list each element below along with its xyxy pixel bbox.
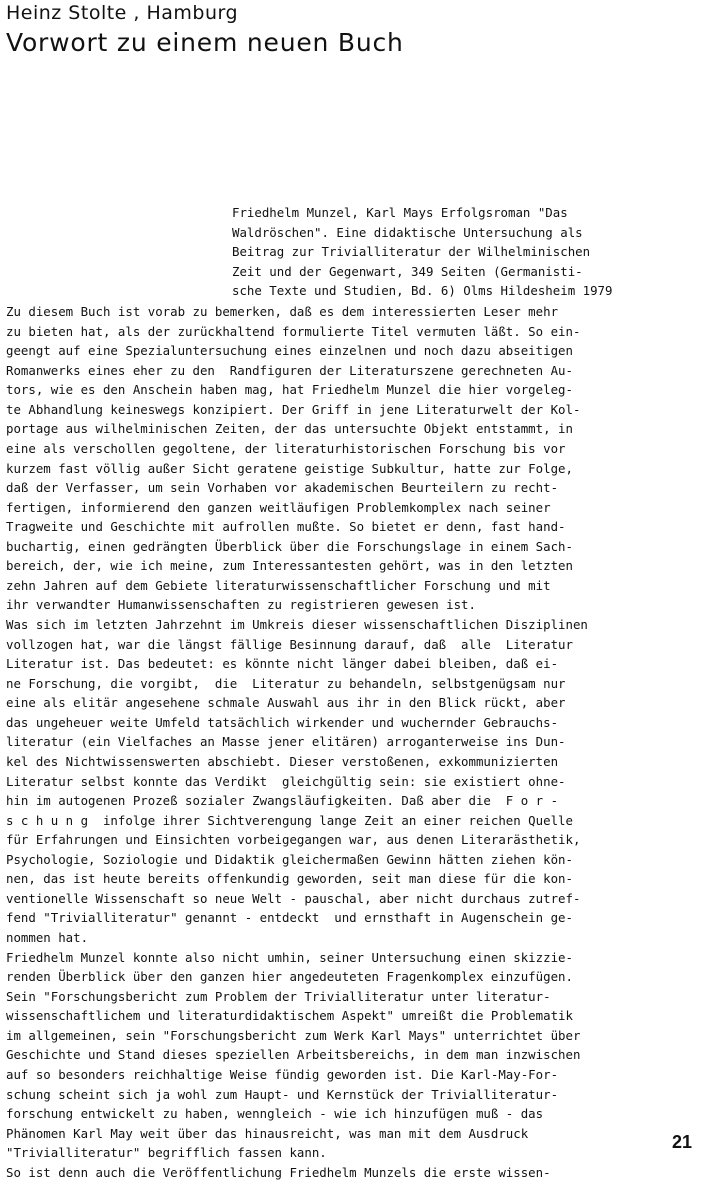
body-line: Zu diesem Buch ist vorab zu bemerken, daß es dem interessierten Leser mehr: [6, 304, 559, 319]
body-line: für Erfahrungen und Einsichten vorbeigegangen war, aus denen Literarästhetik,: [6, 832, 581, 848]
author-line: Heinz Stolte , Hamburg: [6, 2, 239, 24]
citation-line: sche Texte und Studien, Bd. 6) Olms Hildesheim 1979: [232, 283, 613, 299]
body-line: ventionelle Wissenschaft so neue Welt - pauschal, aber nicht durchaus zutref-: [6, 890, 581, 906]
body-line: Was sich im letzten Jahrzehnt im Umkreis dieser wissenschaftlichen Disziplinen: [6, 617, 588, 632]
body-line: Romanwerks eines eher zu den Randfiguren der Literaturszene gerechneten Au-: [6, 362, 573, 378]
body-line: ne Forschung, die vorgibt, die Literatur zu behandeln, selbstgenügsam nur: [6, 675, 566, 691]
body-line: bereich, der, wie ich meine, zum Interessantesten gehört, was in den letzten: [6, 558, 573, 574]
body-line: Phänomen Karl May weit über das hinausreicht, was man mit dem Ausdruck: [6, 1125, 529, 1141]
body-line: fertigen, informierend den ganzen weitläufigen Problemkomplex nach seiner: [6, 499, 551, 515]
body-line: Friedhelm Munzel konnte also nicht umhin, seiner Untersuchung einen skizzie-: [6, 949, 573, 965]
body-line: nommen hat.: [6, 930, 89, 945]
body-line: tors, wie es den Anschein haben mag, hat Friedhelm Munzel die hier vorgeleg-: [6, 382, 573, 398]
citation-line: Friedhelm Munzel, Karl Mays Erfolgsroman "Das: [232, 205, 568, 220]
body-line: Psychologie, Soziologie und Didaktik gleichermaßen Gewinn hätten ziehen kön-: [6, 851, 573, 867]
body-line: "Trivialliteratur" begrifflich fassen kann.: [6, 1145, 327, 1161]
body-line: eine als elitär angesehene schmale Auswahl aus ihr in den Blick rückt, aber: [6, 695, 566, 711]
body-line: zehn Jahren auf dem Gebiete literaturwissenschaftlicher Forschung und mit: [6, 577, 551, 593]
body-line: zu bieten hat, als der zurückhaltend formulierte Titel vermuten läßt. So ein-: [6, 323, 581, 339]
body-line: te Abhandlung keineswegs konzipiert. Der Griff in jene Literaturwelt der Kol-: [6, 401, 581, 417]
body-line: vollzogen hat, war die längst fällige Besinnung darauf, daß alle Literatur: [6, 636, 573, 652]
body-line: daß der Verfasser, um sein Vorhaben vor akademischen Beurteilern zu recht-: [6, 480, 559, 496]
body-line: im allgemeinen, sein "Forschungsbericht zum Werk Karl Mays" unterrichtet über: [6, 1027, 581, 1043]
citation-line: Waldröschen". Eine didaktische Untersuchung als: [232, 224, 583, 240]
body-line: portage aus wilhelminischen Zeiten, der das untersuchte Objekt entstammt, in: [6, 421, 573, 437]
body-line: So ist denn auch die Veröffentlichung Friedhelm Munzels die erste wissen-: [6, 1164, 551, 1180]
body-line: s c h u n g infolge ihrer Sichtverengung lange Zeit an einer reichen Quelle: [6, 812, 573, 828]
body-line: fend "Trivialliteratur" genannt - entdeckt und ernsthaft in Augenschein ge-: [6, 910, 573, 926]
body-line: Sein "Forschungsbericht zum Problem der Trivialliteratur unter literatur-: [6, 988, 551, 1004]
body-line: renden Überblick über den ganzen hier angedeuteten Fragenkomplex einzufügen.: [6, 969, 573, 985]
body-line: auf so besonders reichhaltige Weise fündig geworden ist. Die Karl-May-For-: [6, 1066, 559, 1082]
body-line: wissenschaftlichem und literaturdidaktischem Aspekt" umreißt die Problematik: [6, 1008, 573, 1024]
body-line: Geschichte und Stand dieses speziellen Arbeitsbereichs, in dem man inzwischen: [6, 1047, 581, 1063]
page-number: 21: [672, 1132, 693, 1152]
body-line: schung scheint sich ja wohl zum Haupt- und Kernstück der Trivialliteratur-: [6, 1086, 559, 1102]
body-line: kel des Nichtwissenswerten abschiebt. Dieser verstoßenen, exkommunizierten: [6, 753, 559, 769]
citation-line: Zeit und der Gegenwart, 349 Seiten (Germanisti-: [232, 263, 583, 279]
body-line: ihr verwandter Humanwissenschaften zu registrieren gewesen ist.: [6, 597, 476, 613]
body-line: buchartig, einen gedrängten Überblick über die Forschungslage in einem Sach-: [6, 538, 573, 554]
body-line: geengt auf eine Spezialuntersuchung eines einzelnen und noch dazu abseitigen: [6, 343, 573, 359]
body-line: das ungeheuer weite Umfeld tatsächlich wirkender und wuchernder Gebrauchs-: [6, 714, 559, 730]
body-line: Literatur ist. Das bedeutet: es könnte nicht länger dabei bleiben, daß ei-: [6, 656, 559, 672]
body-line: hin im autogenen Prozeß sozialer Zwangsläufigkeiten. Daß aber die F o r -: [6, 793, 559, 809]
body-text: [6, 302, 706, 1182]
body-line: Literatur selbst konnte das Verdikt gleichgültig sein: sie existiert ohne-: [6, 773, 566, 789]
body-line: eine als verschollen gegoltene, der literaturhistorischen Forschung bis vor: [6, 440, 566, 456]
book-citation: [232, 203, 702, 301]
body-line: Tragweite und Geschichte mit aufrollen mußte. So bietet er denn, fast hand-: [6, 519, 566, 535]
body-line: literatur (ein Vielfaches an Masse jener elitären) arroganterweise ins Dun-: [6, 734, 566, 750]
body-line: nen, das ist heute bereits offenkundig geworden, seit man diese für die kon-: [6, 871, 573, 887]
page-title: Vorwort zu einem neuen Buch: [6, 28, 404, 57]
body-line: forschung entwickelt zu haben, wenngleich - wie ich hinzufügen muß - das: [6, 1106, 544, 1122]
body-line: kurzem fast völlig außer Sicht geratene geistige Subkultur, hatte zur Folge,: [6, 460, 573, 476]
citation-line: Beitrag zur Trivialliteratur der Wilhelminischen: [232, 244, 591, 260]
